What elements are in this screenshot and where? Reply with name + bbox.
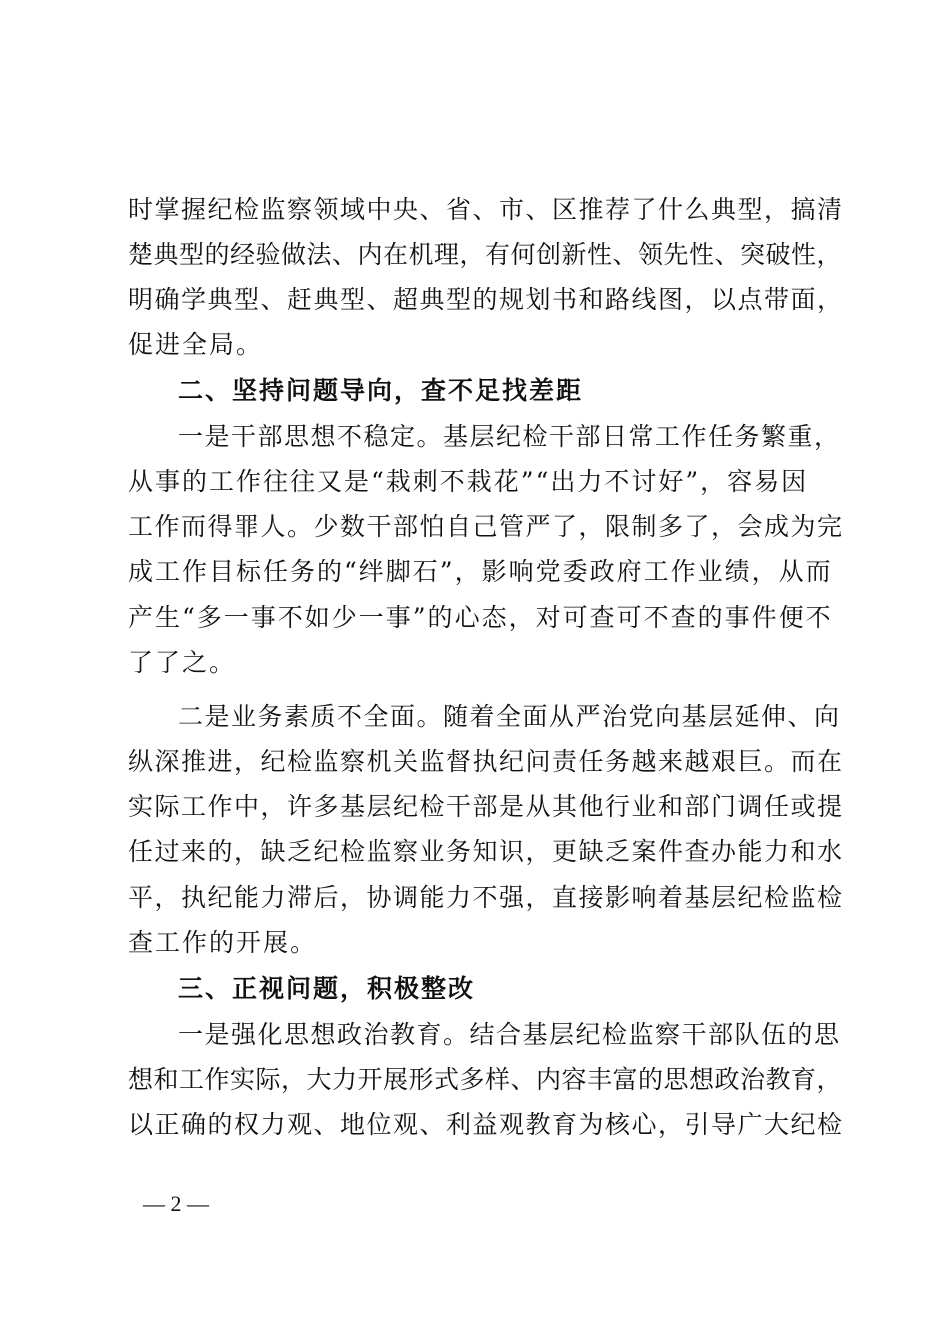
text-line: 查工作的开展。 <box>128 928 318 957</box>
text-line: 想和工作实际，大力开展形式多样、内容丰富的思想政治教育， <box>128 1065 843 1094</box>
text-line: 二是业务素质不全面。随着全面从严治党向基层延伸、向 <box>178 702 841 731</box>
text-line: 一是干部思想不稳定。基层纪检干部日常工作任务繁重， <box>178 422 841 451</box>
text-line: 时掌握纪检监察领域中央、省、市、区推荐了什么典型，搞清 <box>128 195 844 224</box>
text-line: 纵深推进，纪检监察机关监督执纪问责任务越来越艰巨。而在 <box>128 747 844 776</box>
section-heading: 二、坚持问题导向，查不足找差距 <box>178 376 584 405</box>
text-line: 楚典型的经验做法、内在机理，有何创新性、领先性、突破性， <box>128 240 843 269</box>
text-line: 从事的工作往往又是“栽刺不栽花”“出力不讨好”，容易因 <box>128 467 809 496</box>
text-line: 任过来的，缺乏纪检监察业务知识，更缺乏案件查办能力和水 <box>128 837 844 866</box>
text-line: 产生“多一事不如少一事”的心态，对可查可不查的事件便不 <box>128 603 833 632</box>
text-line: 工作而得罪人。少数干部怕自己管严了，限制多了，会成为完 <box>128 512 844 541</box>
text-line: 明确学典型、赶典型、超典型的规划书和路线图，以点带面， <box>128 285 844 314</box>
section-heading: 三、正视问题，积极整改 <box>178 974 476 1003</box>
text-line: 促进全局。 <box>128 330 264 359</box>
text-line: 了了之。 <box>128 648 237 677</box>
text-line: 平，执纪能力滞后，协调能力不强，直接影响着基层纪检监检 <box>128 883 844 912</box>
text-line: 成工作目标任务的“绊脚石”，影响党委政府工作业绩，从而 <box>128 557 833 586</box>
text-line: 一是强化思想政治教育。结合基层纪检监察干部队伍的思 <box>178 1020 841 1049</box>
page-number: — 2 — <box>143 1191 209 1216</box>
text-line: 实际工作中，许多基层纪检干部是从其他行业和部门调任或提 <box>128 792 844 821</box>
text-line: 以正确的权力观、地位观、利益观教育为核心，引导广大纪检 <box>128 1110 844 1139</box>
